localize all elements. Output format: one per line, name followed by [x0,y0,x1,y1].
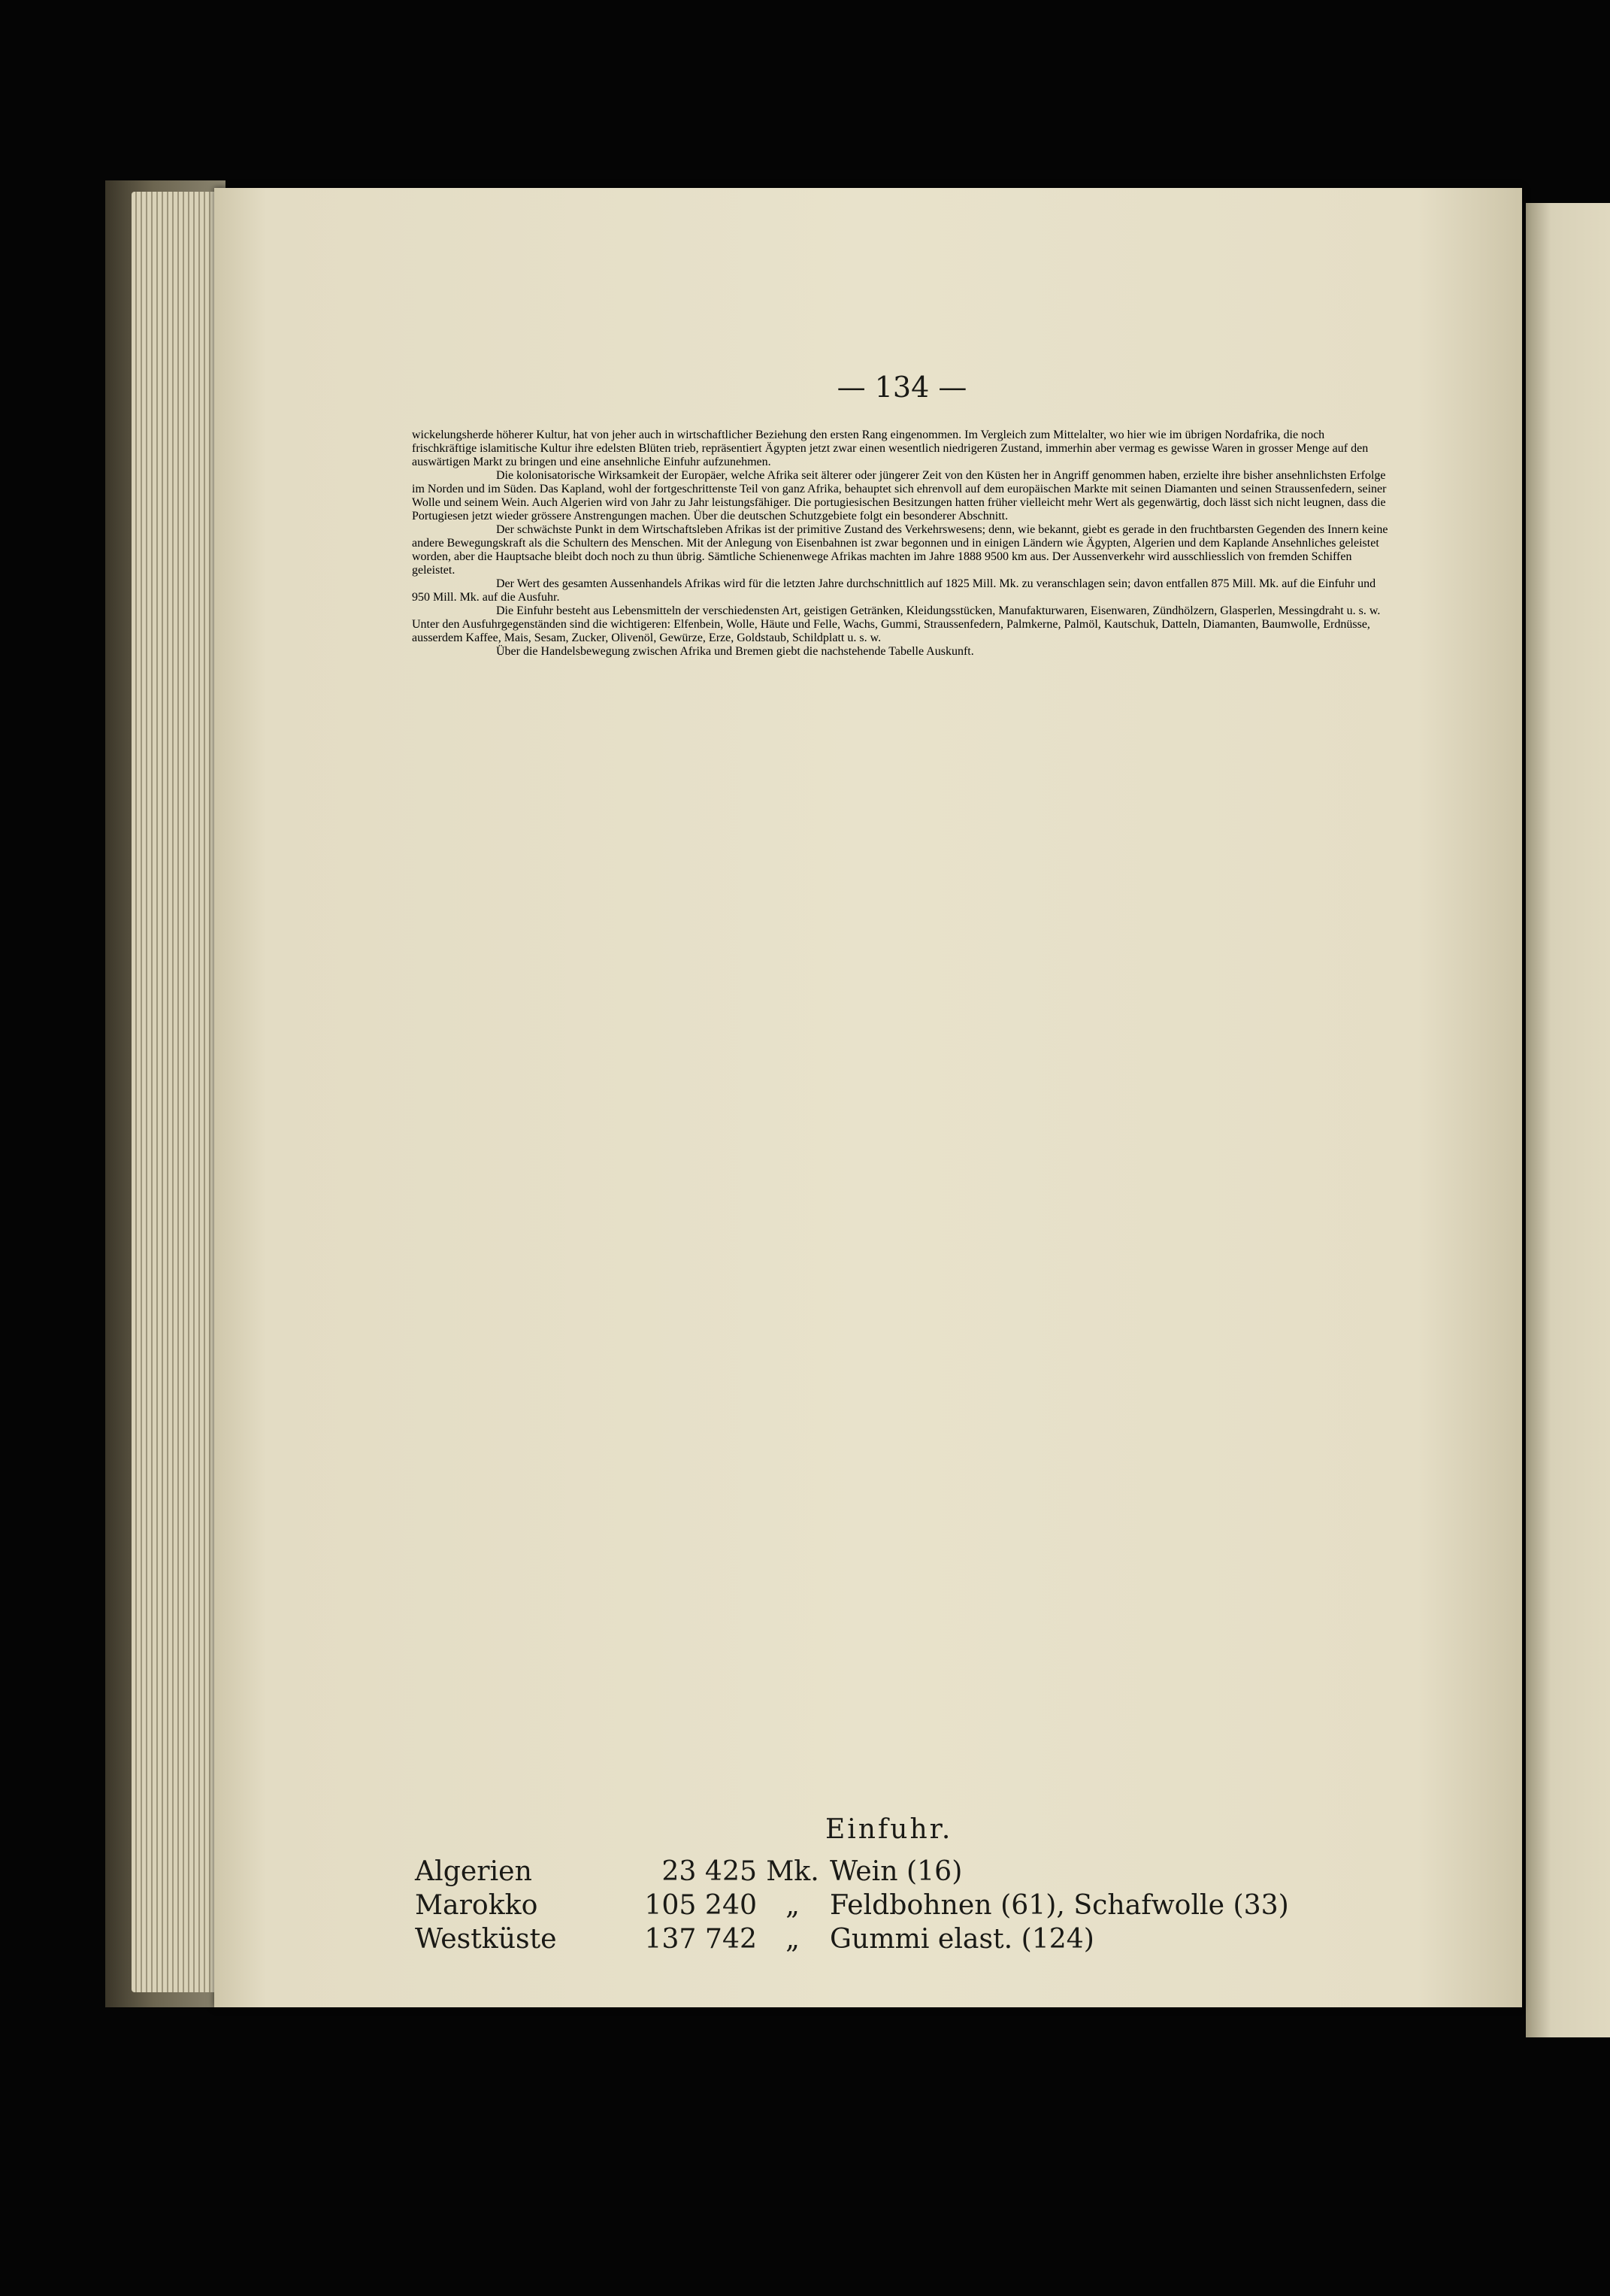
country-cell: Marokko [415,1889,538,1921]
value-cell: 23 425 [661,1855,757,1887]
paragraph-4: Der Wert des gesamten Aussenhandels Afrikas wird für die letzten Jahre durchschnittlich auf 1825 Mill. Mk. zu veranschlagen sein; davon entfallen 875 Mill. Mk. auf die Einfuhr und 950 Mill. Mk. auf die Ausfuhr. [412,577,1376,604]
unit-cell: „ [785,1889,800,1921]
table-title: Einfuhr. [825,1814,953,1845]
country-cell: Westküste [415,1922,557,1955]
value-cell: 137 742 [644,1922,757,1955]
paragraph-2: Die kolonisatorische Wirksamkeit der Europäer, welche Afrika seit älterer oder jüngerer Zeit von den Küsten her in Angriff genommen haben, erzielte ihre bisher ansehnlichsten Erfolge im Norden und im Süden. Das Kapland, wohl der fortgeschrittenste Teil von ganz Afrika, behauptet sich ehrenvoll auf dem europäischen Markte mit seinen Diamanten und seinen Straussenfedern, seiner Wolle und seinem Wein. Auch Algerien wird von Jahr zu Jahr leistungsfähiger. Die portugiesischen Besitzungen hatten früher vielleicht mehr Wert als gegenwärtig, doch lässt sich nicht leugnen, dass die Portugiesen jetzt wieder grössere Anstrengungen machen. Über die deutschen Schutzgebiete folgt ein besonderer Abschnitt. [412,469,1387,523]
paragraph-1: wickelungsherde höherer Kultur, hat von jeher auch in wirtschaftlicher Beziehung den ersten Rang eingenommen. Im Vergleich zum Mittelalter, wo hier wie im übrigen Nordafrika, die noch frischkräftige islamitische Kultur ihre edelsten Blüten trieb, repräsentiert Ägypten jetzt zwar einen wesentlich niedrigeren Zustand, immerhin aber vermag es gewisse Waren in grosser Menge auf den auswärtigen Markt zu bringen und eine ansehnliche Einfuhr aufzunehmen. [412,429,1369,468]
trade-table [415,1855,1289,1956]
goods-cell: Wein (16) [830,1855,963,1887]
facing-page-edge [1526,203,1610,2037]
page-edges [132,192,222,1992]
table-row [415,1889,1289,1922]
paragraph-5: Die Einfuhr besteht aus Lebensmitteln der verschiedensten Art, geistigen Getränken, Kleidungsstücken, Manufakturwaren, Eisenwaren, Zündhölzern, Glasperlen, Messingdraht u. s. w. Unter den Ausfuhrgegenständen sind die wichtigeren: Elfenbein, Wolle, Häute und Felle, Wachs, Gummi, Straussenfedern, Palmkerne, Palmöl, Kautschuk, Datteln, Diamanten, Baumwolle, Erdnüsse, ausserdem Kaffee, Mais, Sesam, Zucker, Olivenöl, Gewürze, Erze, Goldstaub, Schildplatt u. s. w. [412,604,1381,644]
value-cell: 105 240 [644,1889,757,1921]
page-body [412,429,1389,659]
unit-cell: „ [785,1922,800,1955]
goods-cell: Feldbohnen (61), Schafwolle (33) [830,1889,1289,1921]
page-number: — 134 — [837,371,967,404]
paragraph-3: Der schwächste Punkt in dem Wirtschaftsleben Afrikas ist der primitive Zustand des Verkehrswesens; denn, wie bekannt, giebt es gerade in den fruchtbarsten Gegenden des Innern keine andere Bewegungskraft als die Schultern des Menschen. Mit der Anlegung von Eisenbahnen ist zwar begonnen und in einigen Ländern wie Ägypten, Algerien und dem Kaplande Ansehnliches geleistet worden, aber die Hauptsache bleibt doch noch zu thun übrig. Sämtliche Schienenwege Afrikas machten im Jahre 1888 9500 km aus. Der Aussenverkehr wird ausschliesslich von fremden Schiffen geleistet. [412,523,1388,577]
table-row [415,1922,1289,1956]
unit-cell: Mk. [766,1855,819,1887]
goods-cell: Gummi elast. (124) [830,1922,1094,1955]
paragraph-6: Über die Handelsbewegung zwischen Afrika und Bremen giebt die nachstehende Tabelle Auskunft. [496,645,974,658]
table-row [415,1855,1289,1889]
country-cell: Algerien [415,1855,532,1887]
